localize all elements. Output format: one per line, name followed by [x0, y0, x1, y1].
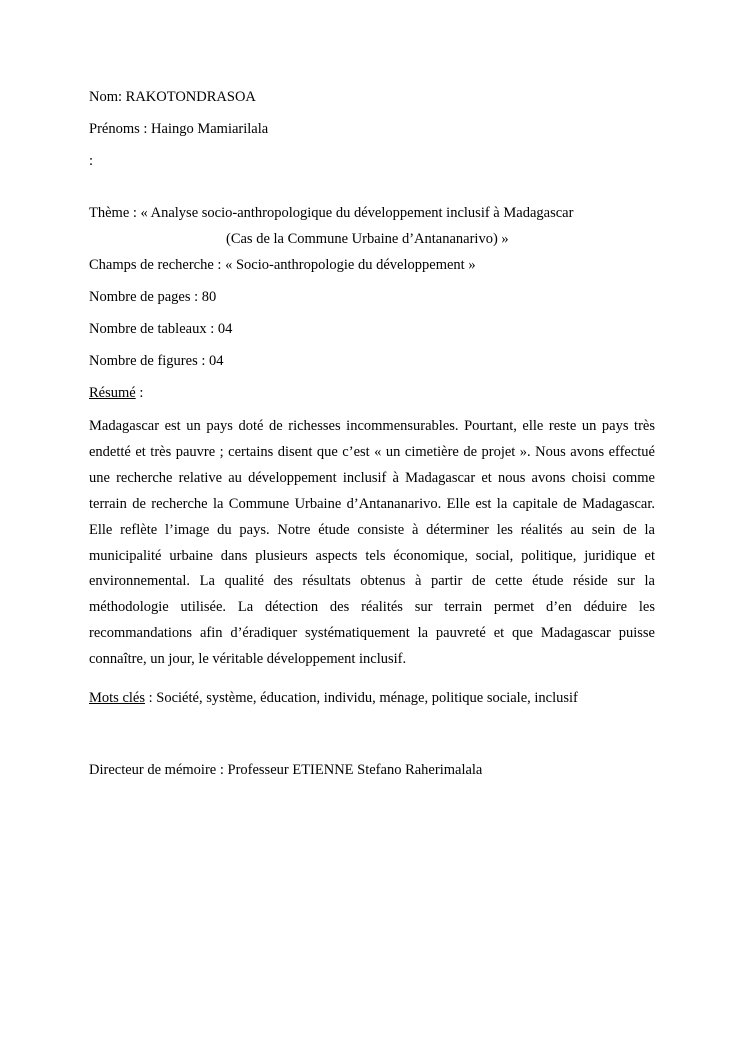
nom-value: RAKOTONDRASOA — [125, 89, 256, 105]
figures-label: Nombre de figures : — [89, 353, 206, 369]
keywords-heading: Mots clés — [89, 690, 145, 706]
pages-value: 80 — [201, 289, 217, 305]
director-value: Professeur ETIENNE Stefano Raherimalala — [227, 762, 483, 778]
theme-subtitle: (Cas de la Commune Urbaine d’Antananarivo) » — [226, 231, 509, 247]
champs-label: Champs de recherche : — [89, 257, 222, 273]
nom-label: Nom: — [89, 89, 123, 105]
keywords-value: : Société, système, éducation, individu, ménage, politique sociale, inclusif — [144, 690, 578, 706]
pages-label: Nombre de pages : — [89, 289, 199, 305]
figures-value: 04 — [209, 353, 224, 369]
theme-label: Thème : — [89, 205, 137, 221]
tableaux-value: 04 — [217, 321, 233, 337]
director-line — [89, 762, 482, 779]
pages-count-line — [89, 289, 216, 306]
resume-text: Madagascar est un pays doté de richesses incommensurables. Pourtant, elle reste un pays très endetté et très pauvre ; certains disent que c’est « un cimetière de projet ». Nous avons effectué une recherche relative au développement inclusif à Madagascar et nous avons choisi comme terrain de recherche la Commune Urbaine d’Antananarivo. Elle est la capitale de Madagascar. Elle reflète l’image du pays. Notre étude consiste à déterminer les réalités au sein de la municipalité urbaine dans plusieurs aspects tels économique, social, politique, juridique et environnemental. La qualité des résultats obtenus à partir de cette étude réside sur la méthodologie utilisée. La détection des réalités sur terrain permet d’en déduire les recommandations afin d’éradiquer systématiquement la pauvreté et que Madagascar puisse connaître, un jour, le véritable développement inclusif. — [89, 418, 655, 668]
resume-heading-line — [89, 385, 143, 402]
prenoms-value: Haingo Mamiarilala — [151, 121, 269, 137]
tableaux-label: Nombre de tableaux : — [89, 321, 215, 337]
author-name-line — [89, 89, 256, 106]
resume-heading: Résumé — [89, 385, 136, 401]
champs-line — [89, 257, 476, 274]
theme-line — [89, 205, 573, 222]
keywords-line — [89, 690, 578, 707]
director-label: Directeur de mémoire : — [89, 762, 224, 778]
tables-count-line — [89, 321, 232, 338]
prenoms-label: Prénoms : — [89, 121, 148, 137]
resume-heading-suffix: : — [135, 385, 144, 401]
extra-colon-line: : — [89, 153, 94, 169]
author-firstname-line — [89, 121, 268, 138]
figures-count-line — [89, 353, 224, 370]
theme-value: « Analyse socio-anthropologique du développement inclusif à Madagascar — [140, 205, 574, 221]
champs-value: « Socio-anthropologie du développement » — [225, 257, 476, 273]
